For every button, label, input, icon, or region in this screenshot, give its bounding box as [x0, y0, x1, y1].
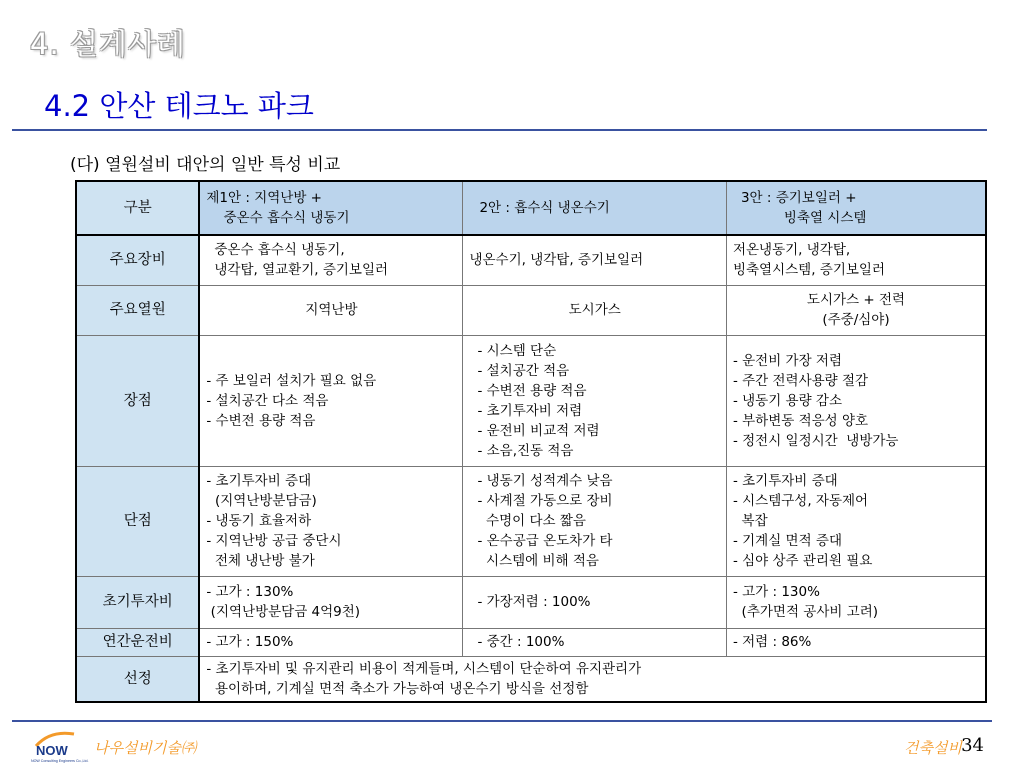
table-cell: - 초기투자비 증대 - 시스템구성, 자동제어 복잡 - 기계실 면적 증대 - 심야 상주 관리원 필요	[726, 466, 986, 576]
table-row	[76, 576, 986, 628]
table-row	[76, 466, 986, 576]
table-row	[76, 235, 986, 285]
row-label: 장점	[76, 335, 199, 466]
table-cell: - 중간 : 100%	[463, 628, 727, 656]
title-divider	[12, 129, 987, 131]
header-option-3: 3안 : 증기보일러 + 빙축열 시스템	[726, 181, 986, 235]
section-title: 4. 설계사례	[30, 27, 186, 61]
table-cell: - 시스템 단순 - 설치공간 적음 - 수변전 용량 적음 - 초기투자비 저렴 - 운전비 비교적 저렴 - 소음,진동 적음	[463, 335, 727, 466]
footer-category: 건축설비	[904, 739, 962, 757]
table-row	[76, 285, 986, 335]
table-row	[76, 628, 986, 656]
logo-subtext: NOW Consulting Engineers Co.,Ltd.	[31, 759, 89, 763]
row-label: 선정	[76, 656, 199, 702]
row-label: 단점	[76, 466, 199, 576]
table-cell: - 초기투자비 증대 (지역난방분담금) - 냉동기 효율저하 - 지역난방 공급 중단시 전체 냉난방 불가	[199, 466, 463, 576]
logo-text: NOW	[36, 743, 68, 758]
company-name: 나우설비기술㈜	[94, 739, 196, 757]
selection-text: - 초기투자비 및 유지관리 비용이 적게들며, 시스템이 단순하여 유지관리가 용이하며, 기계실 면적 축소가 가능하여 냉온수기 방식을 선정함	[199, 656, 986, 702]
table-cell: 지역난방	[199, 285, 463, 335]
page-title: 4.2 안산 테크노 파크	[44, 89, 314, 123]
table-cell: - 저렴 : 86%	[726, 628, 986, 656]
header-option-1: 제1안 : 지역난방 + 중온수 흡수식 냉동기	[199, 181, 463, 235]
header-option-2: 2안 : 흡수식 냉온수기	[463, 181, 727, 235]
table-cell: - 주 보일러 설치가 필요 없음 - 설치공간 다소 적음 - 수변전 용량 적음	[199, 335, 463, 466]
page-number: 34	[961, 735, 984, 756]
row-label: 주요열원	[76, 285, 199, 335]
table-cell: 도시가스 + 전력 (주중/심야)	[726, 285, 986, 335]
table-cell: - 운전비 가장 저렴 - 주간 전력사용량 절감 - 냉동기 용량 감소 - 부하변동 적응성 양호 - 정전시 일정시간 냉방가능	[726, 335, 986, 466]
table-cell: 중온수 흡수식 냉동기, 냉각탑, 열교환기, 증기보일러	[199, 235, 463, 285]
table-cell: - 가장저렴 : 100%	[463, 576, 727, 628]
table-cell: 도시가스	[463, 285, 727, 335]
company-logo	[30, 728, 92, 764]
row-label: 초기투자비	[76, 576, 199, 628]
row-label: 주요장비	[76, 235, 199, 285]
table-cell: 냉온수기, 냉각탑, 증기보일러	[463, 235, 727, 285]
table-cell: - 고가 : 130% (지역난방분담금 4억9천)	[199, 576, 463, 628]
table-cell: - 냉동기 성적계수 낮음 - 사계절 가동으로 장비 수명이 다소 짧음 - 온수공급 온도차가 타 시스템에 비해 적음	[463, 466, 727, 576]
row-label: 연간운전비	[76, 628, 199, 656]
selection-row	[76, 656, 986, 702]
comparison-table	[75, 180, 987, 703]
footer-divider	[12, 720, 992, 722]
header-label: 구분	[76, 181, 199, 235]
table-header-row	[76, 181, 986, 235]
table-subtitle: (다) 열원설비 대안의 일반 특성 비교	[70, 155, 341, 175]
table-cell: - 고가 : 150%	[199, 628, 463, 656]
table-cell: - 고가 : 130% (추가면적 공사비 고려)	[726, 576, 986, 628]
table-row	[76, 335, 986, 466]
table-cell: 저온냉동기, 냉각탑, 빙축열시스템, 증기보일러	[726, 235, 986, 285]
